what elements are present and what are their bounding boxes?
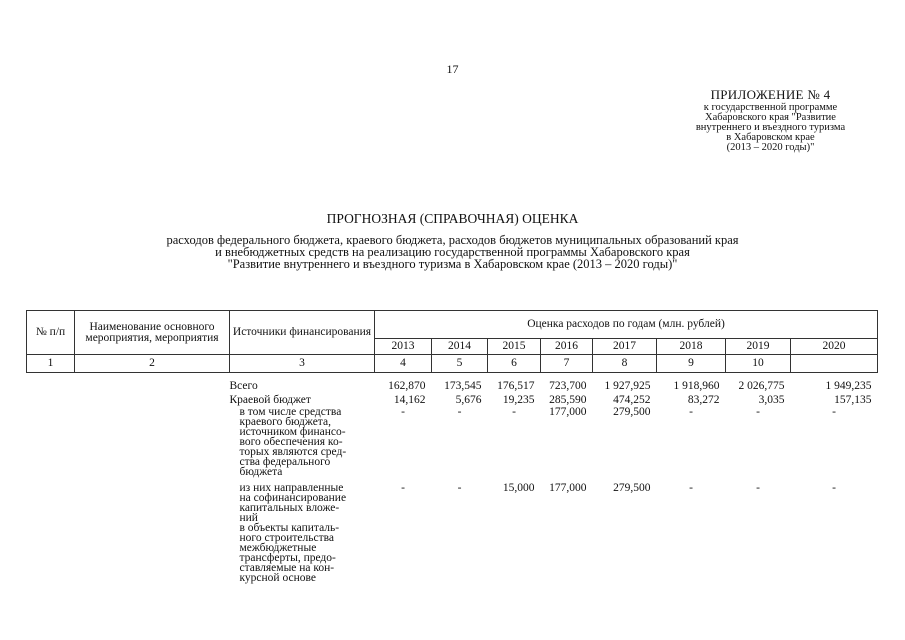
value-cell: - (401, 406, 405, 418)
value-cell: 1 927,925 (604, 380, 651, 392)
column-number: 8 (593, 355, 657, 373)
appendix-block (668, 87, 873, 153)
value-cell: 723,700 (549, 380, 587, 392)
value-cell: 176,517 (497, 380, 535, 392)
year-header: 2013 (375, 339, 432, 355)
value-cell: - (689, 406, 693, 418)
budget-table (26, 310, 878, 583)
year-header: 2016 (541, 339, 593, 355)
year-header: 2015 (488, 339, 541, 355)
value-cell: - (832, 482, 836, 494)
source-label-line: в том числе средства (239, 406, 342, 418)
source-label (230, 407, 375, 477)
table-row (27, 393, 878, 407)
subtitle-line: и внебюджетных средств на реализацию государственной программы Хабаровского края (215, 245, 690, 259)
source-label-line: в объекты капиталь- (239, 522, 340, 534)
value-cell: 177,000 (549, 482, 587, 494)
value-cell: - (689, 482, 693, 494)
table-row (27, 407, 878, 477)
year-header: 2020 (791, 339, 878, 355)
value-cell: 279,500 (613, 482, 651, 494)
column-number: 1 (27, 355, 75, 373)
value-cell: 279,500 (613, 406, 651, 418)
subtitle-line: расходов федерального бюджета, краевого бюджета, расходов бюджетов муниципальных образований края (166, 233, 739, 247)
column-number: 9 (657, 355, 726, 373)
column-number: 4 (375, 355, 432, 373)
value-cell: - (401, 482, 405, 494)
source-label-line: вого обеспечения ко- (239, 436, 343, 448)
value-cell: 2 026,775 (738, 380, 785, 392)
value-cell: 3,035 (758, 394, 785, 406)
column-number: 6 (488, 355, 541, 373)
value-cell: 1 949,235 (825, 380, 872, 392)
table-row (27, 483, 878, 583)
appendix-title: ПРИЛОЖЕНИЕ № 4 (710, 87, 831, 102)
appendix-line: к государственной программе (703, 102, 838, 113)
value-cell: 15,000 (502, 482, 535, 494)
source-label-line: ного строительства (239, 532, 335, 544)
year-header: 2014 (432, 339, 488, 355)
appendix-line: внутреннего и въездного туризма (695, 122, 846, 133)
subtitle-line: "Развитие внутреннего и въездного туризма в Хабаровском крае (2013 – 2020 годы)" (227, 257, 678, 271)
source-label-line: ставляемые на кон- (239, 562, 335, 574)
header-estimate: Оценка расходов по годам (млн. рублей) (375, 311, 878, 339)
column-number: 7 (541, 355, 593, 373)
header-event: Наименование основного мероприятия, мероприятия (75, 311, 230, 355)
value-cell: 474,252 (613, 394, 651, 406)
value-cell: 157,135 (834, 394, 872, 406)
document-subtitle (60, 234, 845, 270)
column-number: 2 (75, 355, 230, 373)
value-cell: 83,272 (687, 394, 720, 406)
document-title: ПРОГНОЗНАЯ (СПРАВОЧНАЯ) ОЦЕНКА (326, 211, 579, 226)
source-label-line: межбюджетные (239, 542, 317, 554)
header-source: Источники финансирования (230, 311, 375, 355)
value-cell: - (457, 406, 462, 418)
column-number: 3 (230, 355, 375, 373)
value-cell: - (756, 406, 760, 418)
source-label-line: капитальных вложе- (239, 502, 340, 514)
value-cell: 173,545 (444, 380, 482, 392)
appendix-line: Хабаровского края "Развитие (705, 112, 836, 123)
source-label-line: бюджета (239, 466, 283, 478)
column-number (791, 355, 878, 373)
source-label-line: источником финансо- (239, 426, 346, 438)
column-number: 10 (726, 355, 791, 373)
source-label-line: из них направленные (239, 482, 344, 494)
value-cell: 14,162 (393, 394, 426, 406)
value-cell: 162,870 (388, 380, 426, 392)
year-header: 2017 (593, 339, 657, 355)
value-cell: - (832, 406, 836, 418)
appendix-line: в Хабаровском крае (726, 132, 815, 143)
value-cell: 19,235 (502, 394, 535, 406)
source-label-line: ний (239, 512, 258, 524)
source-label (230, 483, 375, 583)
page-number: 17 (446, 62, 459, 76)
source-label-line: трансферты, предо- (239, 552, 336, 564)
value-cell: 5,676 (455, 394, 482, 406)
value-cell: 285,590 (549, 394, 587, 406)
value-cell: 177,000 (549, 406, 587, 418)
source-label-line: торых являются сред- (239, 446, 347, 458)
column-number: 5 (432, 355, 488, 373)
value-cell: - (457, 482, 462, 494)
source-label: Всего (229, 380, 258, 392)
header-num: № п/п (27, 311, 75, 355)
table-row (27, 379, 878, 393)
value-cell: 1 918,960 (673, 380, 720, 392)
source-label-line: краевого бюджета, (239, 416, 331, 428)
appendix-line: (2013 – 2020 годы)" (726, 142, 815, 153)
year-header: 2019 (726, 339, 791, 355)
value-cell: - (512, 406, 516, 418)
year-header: 2018 (657, 339, 726, 355)
source-label-line: курсной основе (239, 572, 316, 584)
source-label-line: ства федерального (239, 456, 331, 468)
source-label-line: на софинансирование (239, 492, 347, 504)
source-label: Краевой бюджет (229, 394, 311, 406)
value-cell: - (756, 482, 760, 494)
